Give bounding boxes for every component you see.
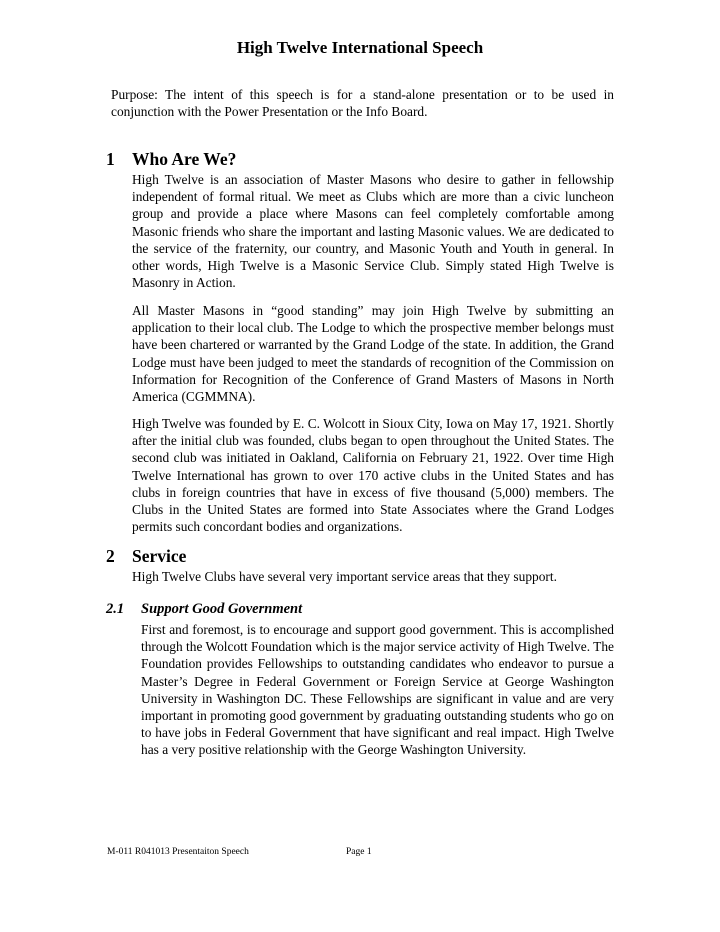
footer-document-id: M-011 R041013 Presentaiton Speech (107, 847, 249, 857)
footer-page-number: Page 1 (346, 847, 372, 857)
subsection-number: 2.1 (106, 601, 125, 617)
who-are-we-paragraph-3: High Twelve was founded by E. C. Wolcott in Sioux City, Iowa on May 17, 1921. Shortly after the initial club was founded, clubs began to open throughout the United States. The second club was initiated in Oakland, California on February 21, 1922. Over time High Twelve International has grown to over 170 active clubs in the United States and has clubs in foreign countries that have in excess of five thousand (5,000) members. The Clubs in the United States are formed into State Associates where the Grand Lodges permits such concordant bodies and organizations. (132, 416, 614, 535)
service-intro-paragraph: High Twelve Clubs have several very important service areas that they support. (132, 569, 557, 584)
subsection-title: Support Good Government (141, 601, 303, 617)
section-title: Who Are We? (132, 149, 237, 169)
section-title: Service (132, 546, 187, 566)
section-heading-who-are-we (106, 149, 236, 169)
section-number: 2 (106, 546, 115, 566)
subsection-heading-support-good-government (106, 600, 302, 618)
section-heading-service (106, 546, 186, 566)
support-good-government-paragraph: First and foremost, is to encourage and support good government. This is accomplished through the Wolcott Foundation which is the major service activity of High Twelve. The Foundation provides Fellowships to outstanding candidates who endeavor to pursue a Master’s Degree in Federal Government or Foreign Service at George Washington University in Washington DC. These Fellowships are significant in value and are very important in promoting good government by graduating outstanding students who go on to have jobs in Federal Government that have significant and real impact. High Twelve has a very positive relationship with the George Washington University. (141, 622, 614, 758)
purpose-paragraph: Purpose: The intent of this speech is for a stand-alone presentation or to be used in conjunction with the Power Presentation or the Info Board. (111, 87, 614, 119)
section-number: 1 (106, 149, 115, 169)
who-are-we-paragraph-1: High Twelve is an association of Master Masons who desire to gather in fellowship independent of formal ritual. We meet as Clubs which are more than a civic luncheon group and provide a place where Masons can feel completely comfortable among Masonic friends who share the important and lasting Masonic values. We are dedicated to the service of the fraternity, our country, and Masonic Youth and Youth in general. In other words, High Twelve is a Masonic Service Club. Simply stated High Twelve is Masonry in Action. (132, 172, 614, 291)
document-title: High Twelve International Speech (236, 38, 484, 57)
who-are-we-paragraph-2: All Master Masons in “good standing” may join High Twelve by submitting an application to their local club. The Lodge to which the prospective member belongs must have been chartered or warranted by the Grand Lodge of the state. In addition, the Grand Lodge must have been judged to meet the standards of recognition of the Commission on Information for Recognition of the Conference of Grand Masters of Masons in North America (CGMMNA). (132, 303, 614, 405)
